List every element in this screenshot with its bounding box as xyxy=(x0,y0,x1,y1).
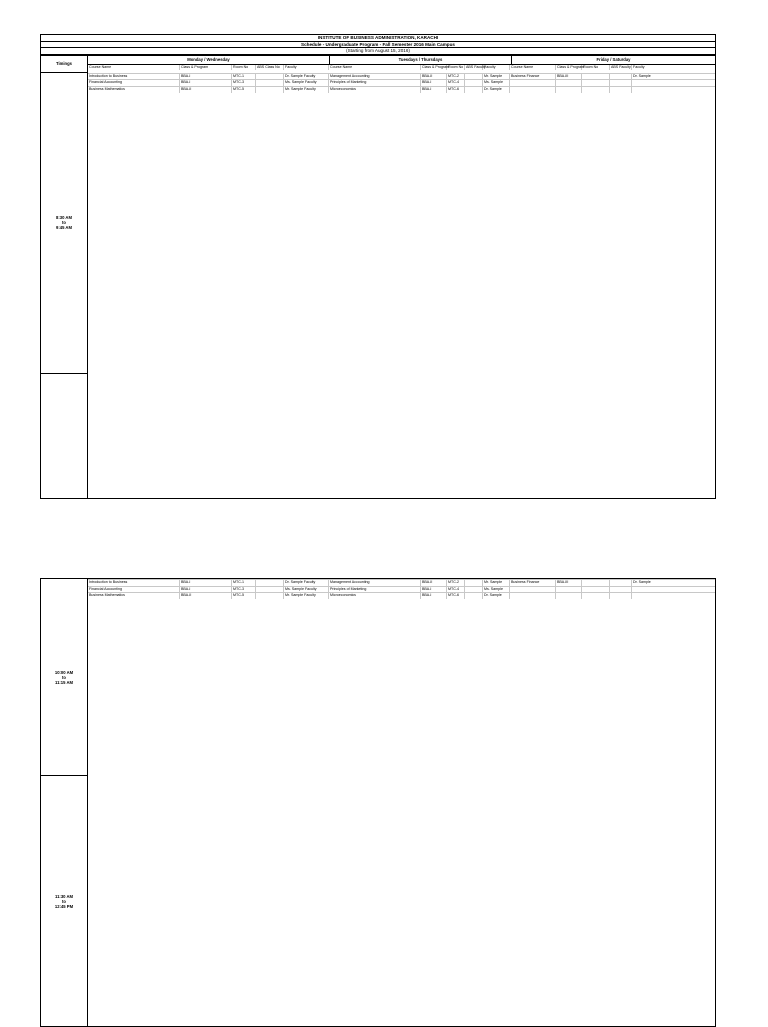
table-cell xyxy=(632,593,715,599)
table-cell xyxy=(610,587,632,593)
col-header: ABS Faculty xyxy=(466,64,486,69)
time-block-1 xyxy=(41,72,87,373)
table-cell xyxy=(582,593,610,599)
table-cell xyxy=(610,87,632,93)
day-header: Monday / Wednesday xyxy=(88,56,330,64)
day-header: Friday / Saturday xyxy=(596,56,631,62)
table-cell: BBA-I xyxy=(180,80,232,86)
table-cell xyxy=(582,580,610,586)
table-cell: Mr. Sample Faculty xyxy=(284,87,329,93)
table-cell: Management Accounting xyxy=(329,580,421,586)
table-cell: Dr. Sample xyxy=(633,580,651,584)
table-cell xyxy=(510,587,556,593)
table-cell: MTC-1 xyxy=(232,74,256,80)
table-cell xyxy=(582,587,610,593)
table-cell: Principles of Marketing xyxy=(329,80,421,86)
table-cell xyxy=(256,80,284,86)
day-header-row xyxy=(88,55,715,64)
table-cell: Business Finance xyxy=(510,580,556,586)
table-row xyxy=(88,586,715,593)
table-row xyxy=(88,579,715,586)
table-cell: BBA-III xyxy=(556,580,582,586)
institute-title: INSTITUTE OF BUSINESS ADMINISTRATION, KARACHI xyxy=(41,35,715,42)
col-header: Course Name xyxy=(88,65,180,71)
table-cell xyxy=(556,87,582,93)
table-cell: Principles of Marketing xyxy=(329,587,421,593)
table-cell: BBA-II xyxy=(421,74,447,80)
table-cell: Business Mathematics xyxy=(88,87,180,93)
table-cell xyxy=(465,587,483,593)
table-cell xyxy=(256,87,284,93)
table-cell: Microeconomics xyxy=(329,87,421,93)
table-row xyxy=(88,592,715,599)
table-cell: Dr. Sample xyxy=(483,593,510,599)
schedule-grid xyxy=(40,55,716,499)
col-header: Faculty xyxy=(633,64,645,69)
table-cell xyxy=(510,80,556,86)
col-header: Faculty xyxy=(483,65,510,71)
table-cell: Dr. Sample Faculty xyxy=(284,74,329,80)
col-header: Room No xyxy=(448,64,464,69)
col-header: Class & Program xyxy=(422,64,450,69)
col-header: Class & Program xyxy=(180,65,232,71)
table-row xyxy=(88,86,715,93)
table-row xyxy=(88,73,715,80)
table-cell xyxy=(465,74,483,80)
table-cell xyxy=(632,87,715,93)
col-header: ABS Faculty xyxy=(611,64,631,69)
table-cell: Business Mathematics xyxy=(88,593,180,599)
table-cell: BBA-I xyxy=(421,587,447,593)
time-block-3 xyxy=(41,579,87,775)
schedule-data-area xyxy=(88,55,715,498)
table-cell: Microeconomics xyxy=(329,593,421,599)
table-cell xyxy=(510,87,556,93)
table-cell: BBA-II xyxy=(180,593,232,599)
table-cell xyxy=(582,87,610,93)
col-header: Faculty xyxy=(284,65,329,71)
table-cell: Dr. Sample xyxy=(483,87,510,93)
program-title: Schedule - Undergraduate Program - Fall Semester 2016 Main Campus xyxy=(41,42,715,49)
table-cell: MTC-6 xyxy=(447,87,465,93)
schedule-sheet-page-2 xyxy=(40,578,716,1027)
col-header: Room No xyxy=(582,65,610,71)
table-cell: Management Accounting xyxy=(329,74,421,80)
table-cell xyxy=(610,593,632,599)
schedule-grid xyxy=(40,578,716,1027)
table-cell: Introduction to Business xyxy=(88,74,180,80)
table-row xyxy=(88,79,715,86)
col-header: Class & Program xyxy=(557,64,585,69)
time-block-2 xyxy=(41,373,87,498)
table-cell: BBA-I xyxy=(421,80,447,86)
table-cell: Mr. Sample Faculty xyxy=(284,593,329,599)
column-header-row xyxy=(88,64,715,73)
table-cell xyxy=(256,587,284,593)
table-cell: Ms. Sample Faculty xyxy=(284,80,329,86)
table-cell xyxy=(256,593,284,599)
table-cell: Ms. Sample Faculty xyxy=(284,587,329,593)
table-cell: Introduction to Business xyxy=(88,580,180,586)
table-cell xyxy=(256,580,284,586)
table-cell: MTC-5 xyxy=(232,593,256,599)
table-cell: Dr. Sample Faculty xyxy=(284,580,329,586)
table-cell: BBA-I xyxy=(180,74,232,80)
col-header: ABS Class No xyxy=(256,65,284,71)
table-cell xyxy=(465,87,483,93)
table-cell: MTC-2 xyxy=(447,74,465,80)
table-cell: MTC-3 xyxy=(232,80,256,86)
table-cell: BBA-I xyxy=(180,580,232,586)
table-cell: BBA-I xyxy=(180,587,232,593)
schedule-sheet-page-1 xyxy=(40,34,716,499)
starting-date: (Starting from August 15, 2016) xyxy=(41,48,715,55)
schedule-rows xyxy=(88,73,715,93)
table-cell: MTC-6 xyxy=(447,593,465,599)
table-cell xyxy=(556,80,582,86)
time-block-4 xyxy=(41,775,87,1026)
col-header: Course Name xyxy=(329,65,421,71)
col-header: Course Name xyxy=(510,65,556,71)
time-label: 10:00 AM to 11:15 AM xyxy=(54,669,74,685)
table-cell: Financial Accounting xyxy=(88,80,180,86)
day-header: Tuesdays / Thursdays xyxy=(330,56,512,64)
table-cell: MTC-1 xyxy=(232,580,256,586)
schedule-data-area xyxy=(88,579,715,1026)
table-cell: BBA-II xyxy=(421,580,447,586)
table-cell: Business Finance xyxy=(510,74,556,80)
table-cell: Ms. Sample xyxy=(483,587,510,593)
schedule-title-block xyxy=(40,34,716,55)
table-cell: MTC-2 xyxy=(447,580,465,586)
table-cell xyxy=(465,593,483,599)
table-cell: BBA-I xyxy=(421,87,447,93)
table-cell xyxy=(632,80,715,86)
table-cell: BBA-I xyxy=(421,593,447,599)
col-header: Room No xyxy=(232,65,256,71)
table-cell: Mr. Sample xyxy=(483,74,510,80)
time-label: 11:30 AM to 12:45 PM xyxy=(54,893,74,909)
table-cell xyxy=(610,80,632,86)
table-cell xyxy=(556,587,582,593)
table-cell xyxy=(256,74,284,80)
table-cell: Mr. Sample xyxy=(483,580,510,586)
table-cell xyxy=(510,593,556,599)
table-cell: MTC-4 xyxy=(447,587,465,593)
table-cell xyxy=(556,593,582,599)
timings-column xyxy=(41,579,88,1026)
table-cell xyxy=(610,74,632,80)
table-cell xyxy=(465,80,483,86)
table-cell: Ms. Sample xyxy=(483,80,510,86)
table-cell: Financial Accounting xyxy=(88,587,180,593)
table-cell xyxy=(582,80,610,86)
table-cell: MTC-3 xyxy=(232,587,256,593)
table-cell xyxy=(465,580,483,586)
timings-header: Timings xyxy=(41,55,87,72)
time-label: 8:30 AM to 9:45 AM xyxy=(56,215,72,231)
table-cell: Dr. Sample xyxy=(633,73,651,78)
table-cell: BBA-III xyxy=(556,74,582,80)
timings-column xyxy=(41,55,88,498)
table-cell xyxy=(610,580,632,586)
table-cell: MTC-4 xyxy=(447,80,465,86)
table-cell: MTC-5 xyxy=(232,87,256,93)
table-cell xyxy=(632,587,715,593)
schedule-rows xyxy=(88,579,715,599)
table-cell xyxy=(582,74,610,80)
table-cell: BBA-II xyxy=(180,87,232,93)
